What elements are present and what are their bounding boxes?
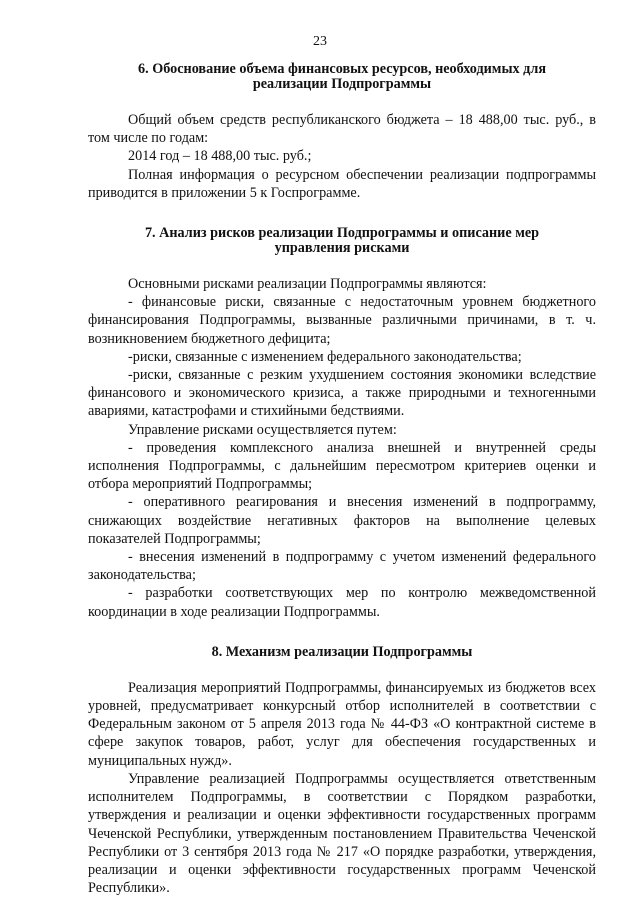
page-content xyxy=(88,62,596,897)
paragraph: - разработки соответствующих мер по контролю межведомственной координации в ходе реализации Подпрограммы. xyxy=(88,585,596,620)
paragraph: Управление реализацией Подпрограммы осуществляется ответственным исполнителем Подпрограммы, в соответствии с Порядком разработки, утверждения и реализации и оценки эффективности государственных программ Чеченской Республики, утвержденным постановлением Правительства Чеченской Республики от 3 сентября 2013 года № 217 «О порядке разработки, утверждения, реализации и оценки эффективности государственных программ Чеченской Республики». xyxy=(88,770,596,897)
page-number: 23 xyxy=(313,34,327,49)
paragraph: -риски, связанные с резким ухудшением состояния экономики вследствие финансового и экономического кризиса, а также природными и техногенными авариями, катастрофами и стихийными бедствиями. xyxy=(88,367,596,420)
paragraph: - внесения изменений в подпрограмму с учетом изменений федерального законодательства; xyxy=(88,549,596,584)
paragraph: - проведения комплексного анализа внешней и внутренней среды исполнения Подпрограммы, с дальнейшим пересмотром критериев оценки и отбора мероприятий Подпрограммы; xyxy=(88,439,596,493)
heading-line: управления рисками xyxy=(274,240,410,257)
section-7-heading xyxy=(88,226,596,256)
section-6-heading xyxy=(88,62,596,92)
paragraph: Полная информация о ресурсном обеспечении реализации подпрограммы приводится в приложении 5 к Госпрограмме. xyxy=(88,166,596,201)
paragraph: Управление рисками осуществляется путем: xyxy=(128,421,397,438)
section-8-heading xyxy=(88,645,596,660)
paragraph: Основными рисками реализации Подпрограммы являются: xyxy=(128,276,487,293)
paragraph: Общий объем средств республиканского бюджета – 18 488,00 тыс. руб., в том числе по годам: xyxy=(88,112,596,147)
paragraph: Реализация мероприятий Подпрограммы, финансируемых из бюджетов всех уровней, предусматривает конкурсный отбор исполнителей в соответствии с Федеральным законом от 5 апреля 2013 года № 44-ФЗ «О контрактной системе в сфере закупок товаров, работ, услуг для обеспечения государственных и муниципальных нужд». xyxy=(88,679,596,769)
heading-line: 6. Обоснование объема финансовых ресурсов, необходимых для xyxy=(138,61,546,77)
heading-line: 8. Механизм реализации Подпрограммы xyxy=(211,643,473,660)
paragraph: - оперативного реагирования и внесения изменений в подпрограмму, снижающих воздействие негативных факторов на выполнение целевых показателей Подпрограммы; xyxy=(88,494,596,547)
paragraph: - финансовые риски, связанные с недостаточным уровнем бюджетного финансирования Подпрограммы, вызванные различными причинами, в т. ч. возникновением бюджетного дефицита; xyxy=(88,294,596,347)
paragraph: -риски, связанные с изменением федерального законодательства; xyxy=(128,348,522,365)
paragraph: 2014 год – 18 488,00 тыс. руб.; xyxy=(128,148,312,165)
heading-line: 7. Анализ рисков реализации Подпрограммы и описание мер xyxy=(144,225,540,242)
heading-line: реализации Подпрограммы xyxy=(252,76,432,92)
